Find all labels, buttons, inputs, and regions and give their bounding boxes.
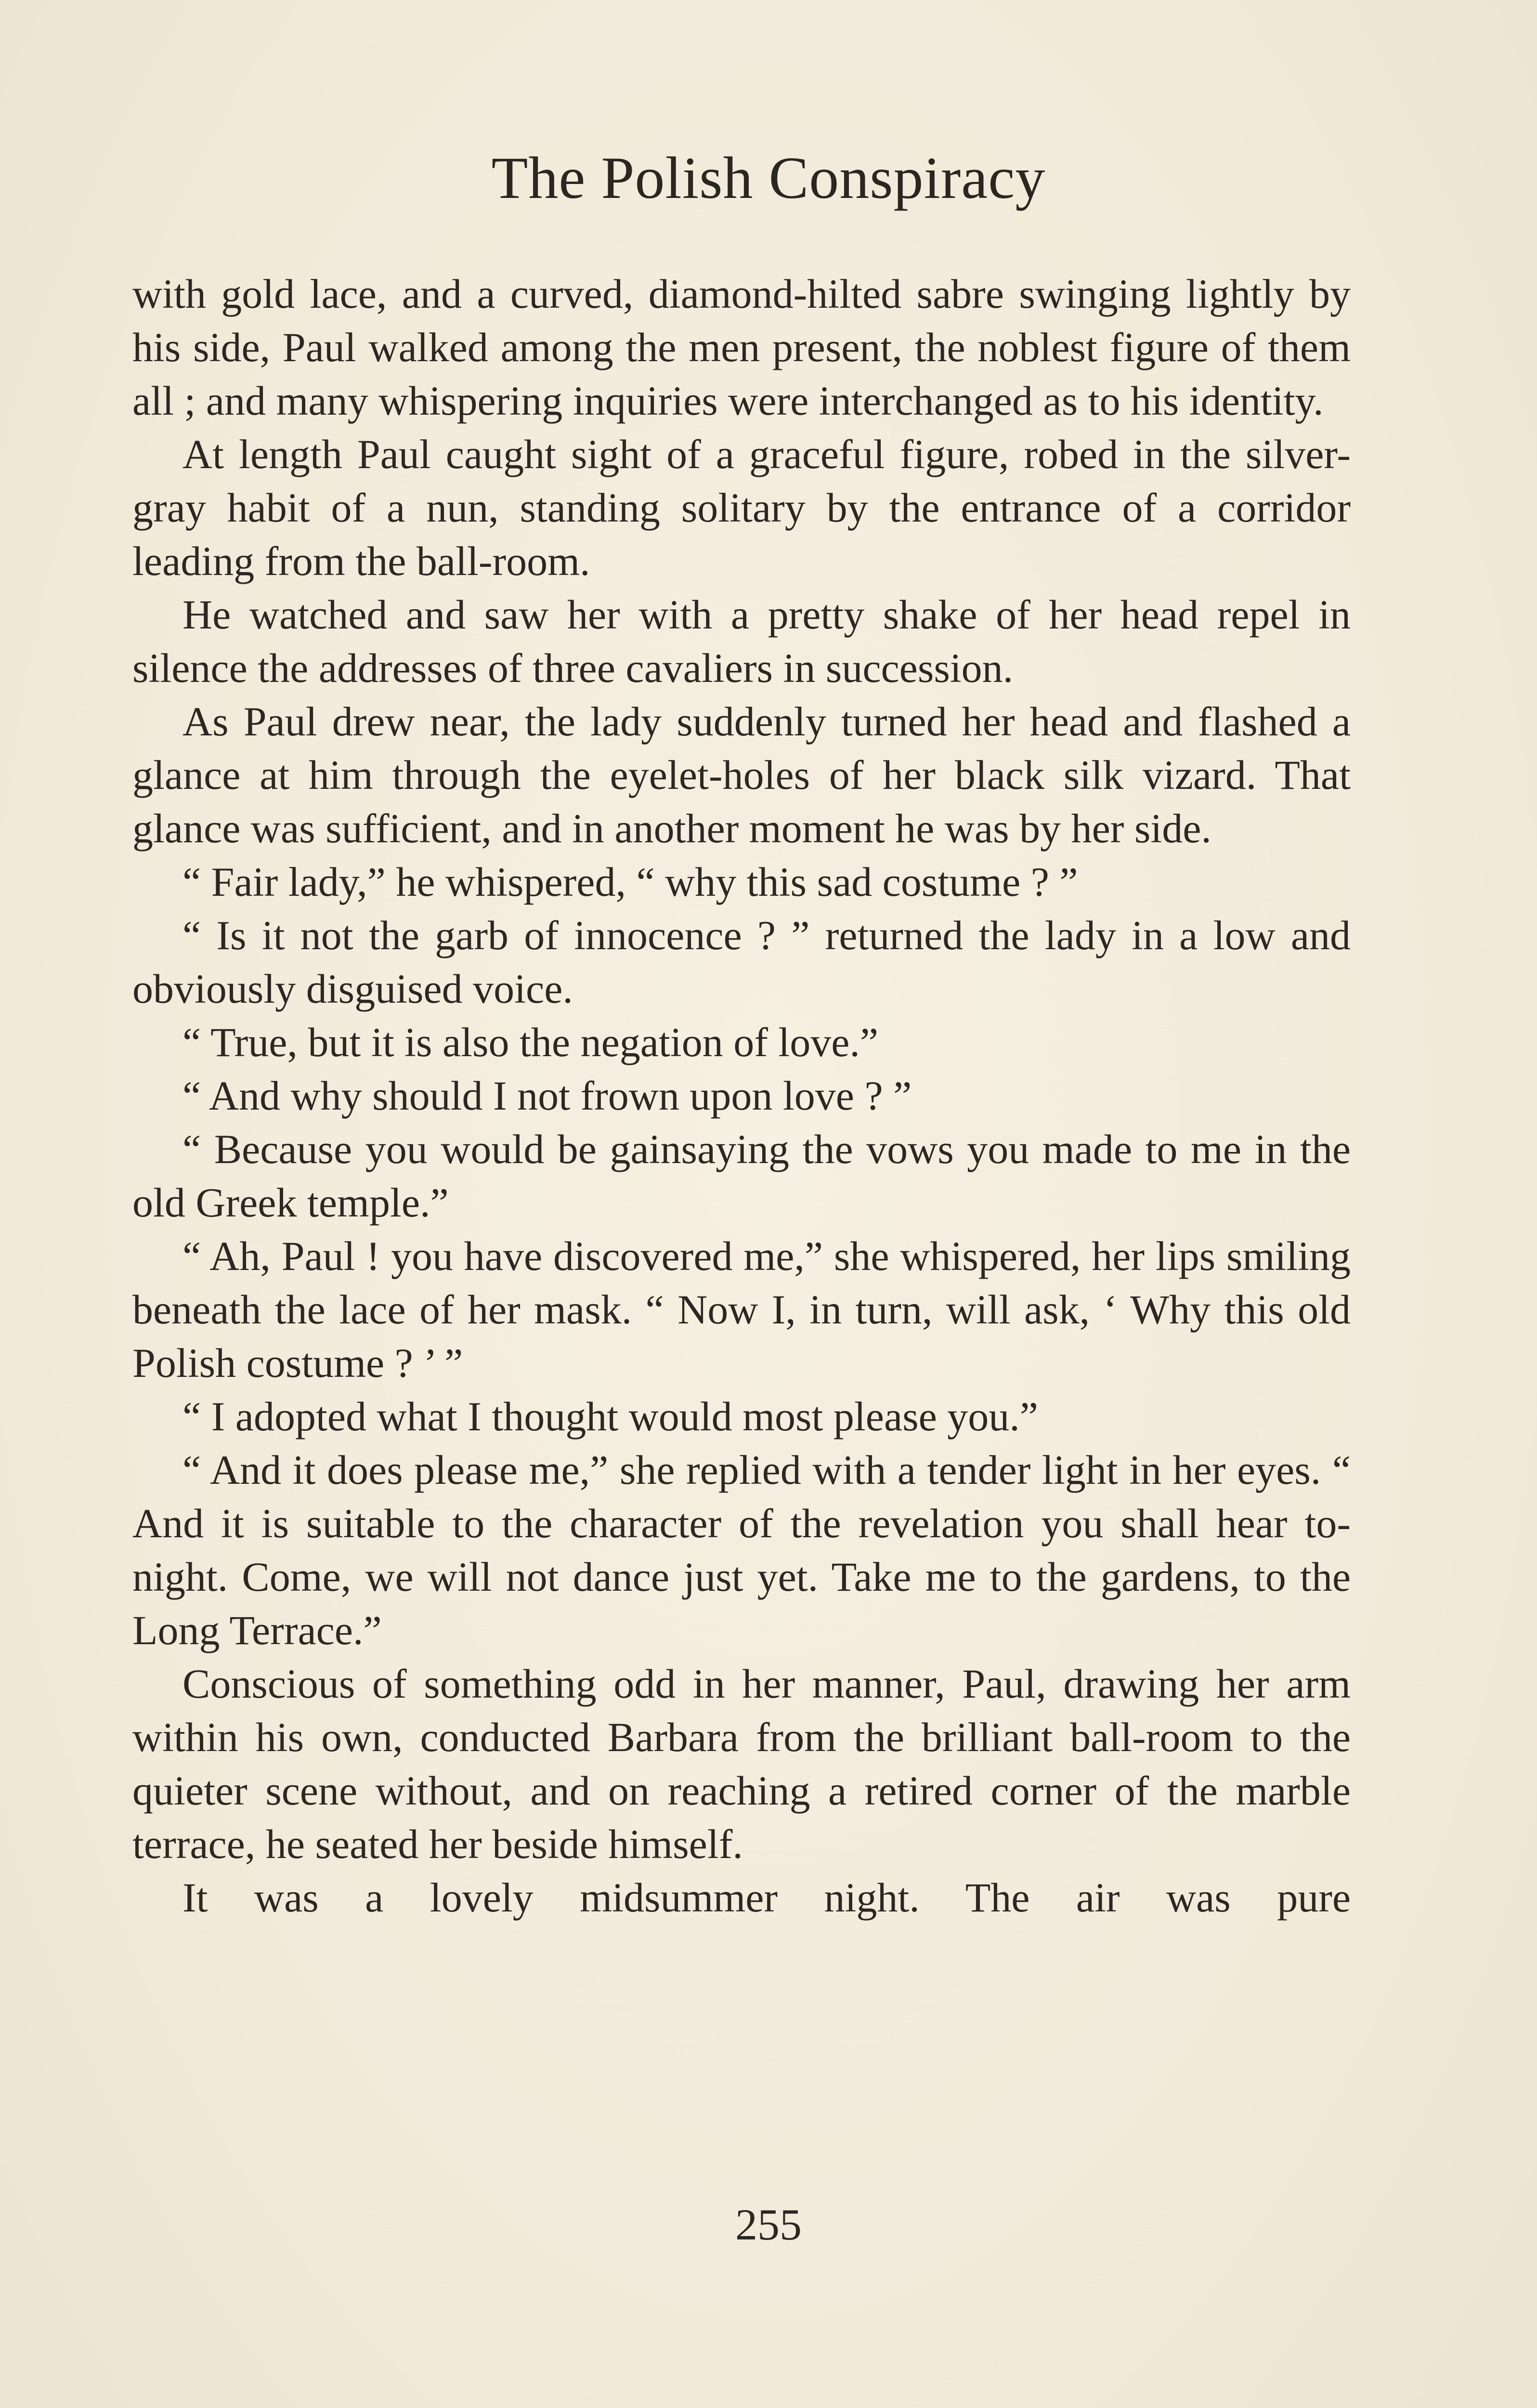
paragraph-5: “ Fair lady,” he whispered, “ why this sad costume ? ” — [182, 859, 1078, 905]
body-text — [132, 267, 1351, 1924]
page-number: 255 — [735, 2200, 802, 2249]
paragraph-2: At length Paul caught sight of a graceful figure, robed in the silver-gray habit of a nun, standing solitary by the entrance of a corridor leading from the ball-room. — [132, 431, 1351, 584]
paragraph-7: “ True, but it is also the negation of love.” — [182, 1019, 879, 1065]
paragraph-6: “ Is it not the garb of innocence ? ” returned the lady in a low and obviously disguised voice. — [132, 912, 1351, 1012]
paragraph-8: “ And why should I not frown upon love ? ” — [182, 1073, 912, 1119]
paragraph-9: “ Because you would be gainsaying the vows you made to me in the old Greek temple.” — [132, 1126, 1351, 1226]
paragraph-11: “ I adopted what I thought would most please you.” — [182, 1393, 1038, 1440]
paragraph-12: “ And it does please me,” she replied with a tender light in her eyes. “ And it is suitable to the character of the revelation you shall hear to-night. Come, we will not dance just yet. Take me to the gardens, to the Long Terrace.” — [132, 1447, 1351, 1653]
paragraph-14: It was a lovely midsummer night. The air was pure — [182, 1874, 1351, 1921]
paragraph-3: He watched and saw her with a pretty shake of her head repel in silence the addresses of three cavaliers in succession. — [132, 591, 1351, 691]
paragraph-4: As Paul drew near, the lady suddenly turned her head and flashed a glance at him through the eyelet-holes of her black silk vizard. That glance was sufficient, and in another moment he was by her side. — [132, 698, 1351, 851]
paragraph-10: “ Ah, Paul ! you have discovered me,” she whispered, her lips smiling beneath the lace of her mask. “ Now I, in turn, will ask, ‘ Why this old Polish costume ? ’ ” — [132, 1233, 1351, 1386]
running-head: The Polish Conspiracy — [491, 145, 1046, 211]
paragraph-13: Conscious of something odd in her manner, Paul, drawing her arm within his own, conducted Barbara from the brilliant ball-room to the quieter scene without, and on reaching a retired corner of the marble terrace, he seated her beside himself. — [132, 1661, 1351, 1867]
paragraph-1: with gold lace, and a curved, diamond-hilted sabre swinging lightly by his side, Paul walked among the men present, the noblest figure of them all ; and many whispering inquiries were interchanged as to his identity. — [132, 271, 1351, 424]
